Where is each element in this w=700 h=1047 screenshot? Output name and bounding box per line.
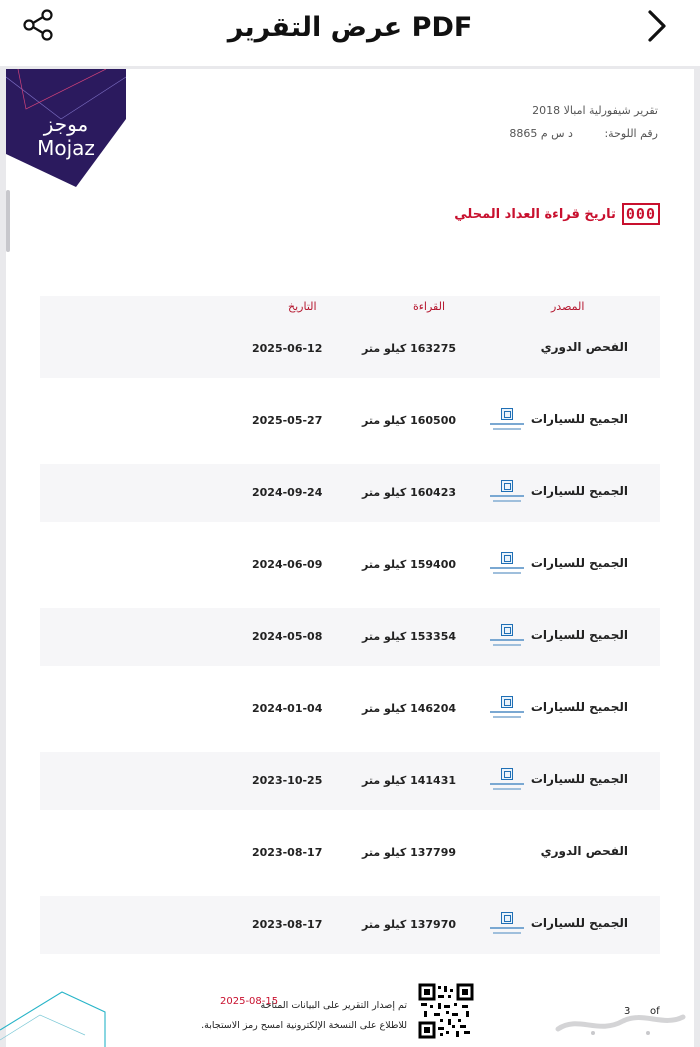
row-reading: 160500 كيلو متر xyxy=(362,414,457,427)
issued-text: تم إصدار التقرير على البيانات المتاحة xyxy=(260,1000,407,1011)
column-header-date: التاريخ xyxy=(288,300,317,313)
odometer-icon xyxy=(622,203,660,225)
page-of-label: of xyxy=(650,1006,660,1017)
row-source: الجميح للسيارات xyxy=(530,628,628,642)
qr-code xyxy=(418,983,474,1039)
watermark-logo xyxy=(553,1007,688,1039)
table-row xyxy=(40,896,660,954)
table-row xyxy=(40,536,660,594)
row-reading: 141431 كيلو متر xyxy=(362,774,457,787)
page-number: 3 xyxy=(624,1006,631,1017)
row-source: الجميح للسيارات xyxy=(530,484,628,498)
odometer-title: تاريخ قراءة العداد المحلي xyxy=(454,206,616,222)
row-reading: 137799 كيلو متر xyxy=(362,846,457,859)
table-row xyxy=(40,752,660,810)
table-row xyxy=(40,320,660,378)
logo-arabic-text: موجز xyxy=(43,112,89,136)
row-date: 2025-05-27 xyxy=(252,414,323,427)
plate-label: رقم اللوحة: xyxy=(604,127,658,140)
row-source: الجميح للسيارات xyxy=(530,700,628,714)
aljomaih-logo xyxy=(490,480,524,508)
table-header xyxy=(40,296,660,320)
row-source: الجميح للسيارات xyxy=(530,412,628,426)
row-source: الفحص الدوري xyxy=(540,340,628,354)
table-row xyxy=(40,824,660,882)
aljomaih-logo xyxy=(490,408,524,436)
row-reading: 137970 كيلو متر xyxy=(362,918,457,931)
table-row xyxy=(40,464,660,522)
plate-line xyxy=(509,127,658,140)
table-row xyxy=(40,392,660,450)
row-source: الفحص الدوري xyxy=(540,844,628,858)
car-title: تقرير شيفورلية امبالا 2018 xyxy=(532,104,658,117)
row-date: 2023-08-17 xyxy=(252,846,323,859)
aljomaih-logo xyxy=(490,912,524,940)
row-source: الجميح للسيارات xyxy=(530,556,628,570)
footer-text xyxy=(197,996,407,1036)
row-source: الجميح للسيارات xyxy=(530,772,628,786)
row-date: 2024-01-04 xyxy=(252,702,323,715)
row-reading: 153354 كيلو متر xyxy=(362,630,457,643)
scrollbar[interactable] xyxy=(6,190,10,252)
odometer-section-title xyxy=(454,203,660,225)
table-row xyxy=(40,680,660,738)
app-header xyxy=(0,0,700,66)
chevron-right-icon[interactable] xyxy=(642,8,670,44)
row-date: 2024-09-24 xyxy=(252,486,323,499)
aljomaih-logo xyxy=(490,624,524,652)
logo-english-text: Mojaz xyxy=(37,136,95,160)
aljomaih-logo xyxy=(490,696,524,724)
aljomaih-logo xyxy=(490,768,524,796)
odometer-icon-digits: 000 xyxy=(625,205,656,223)
row-date: 2025-06-12 xyxy=(252,342,323,355)
row-date: 2023-10-25 xyxy=(252,774,323,787)
row-reading: 146204 كيلو متر xyxy=(362,702,457,715)
row-reading: 163275 كيلو متر xyxy=(362,342,457,355)
row-date: 2024-05-08 xyxy=(252,630,323,643)
table-row xyxy=(40,608,660,666)
row-source: الجميح للسيارات xyxy=(530,916,628,930)
row-reading: 160423 كيلو متر xyxy=(362,486,457,499)
qr-instruction: للاطلاع على النسخة الإلكترونية امسح رمز الاستجابة. xyxy=(201,1020,407,1031)
plate-value: د س م 8865 xyxy=(509,127,573,140)
issued-date: 2025-08-15 xyxy=(220,996,279,1007)
row-reading: 159400 كيلو متر xyxy=(362,558,457,571)
aljomaih-logo xyxy=(490,552,524,580)
row-date: 2023-08-17 xyxy=(252,918,323,931)
column-header-source: المصدر xyxy=(551,300,585,313)
row-date: 2024-06-09 xyxy=(252,558,323,571)
column-header-reading: القراءة xyxy=(413,300,446,313)
page-title: عرض التقرير PDF xyxy=(227,12,473,43)
report-header-info xyxy=(509,104,658,140)
decorative-corner xyxy=(0,990,110,1047)
mojaz-logo xyxy=(6,69,126,189)
